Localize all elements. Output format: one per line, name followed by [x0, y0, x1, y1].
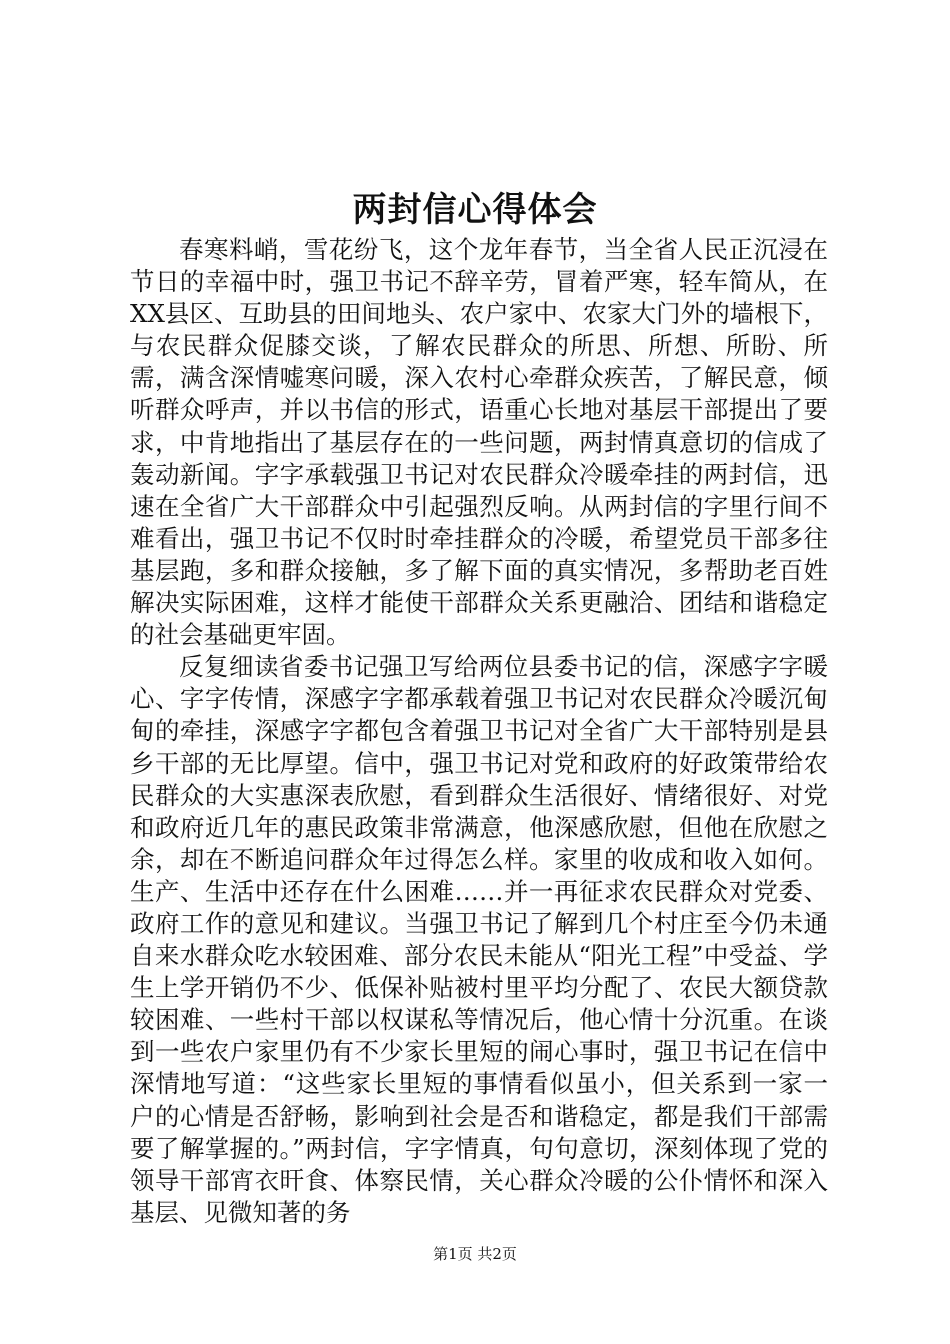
page-number-footer: 第1页 共2页 — [433, 1245, 517, 1263]
document-body — [130, 234, 828, 1229]
paragraph-2: 反复细读省委书记强卫写给两位县委书记的信，深感字字暖心、字字传情，深感字字都承载着强卫书记对农民群众冷暖沉甸甸的牵挂，深感字字都包含着强卫书记对全省广大干部特别是县乡干部的无比厚望。信中，强卫书记对党和政府的好政策带给农民群众的大实惠深表欣慰，看到群众生活很好、情绪很好、对党和政府近几年的惠民政策非常满意，他深感欣慰，但他在欣慰之余，却在不断追问群众年过得怎么样。家里的收成和收入如何。生产、生活中还存在什么困难……并一再征求农民群众对党委、政府工作的意见和建议。当强卫书记了解到几个村庄至今仍未通自来水群众吃水较困难、部分农民未能从“阳光工程”中受益、学生上学开销仍不少、低保补贴被村里平均分配了、农民大额贷款较困难、一些村干部以权谋私等情况后，他心情十分沉重。在谈到一些农户家里仍有不少家长里短的闹心事时，强卫书记在信中深情地写道：“这些家长里短的事情看似虽小，但关系到一家一户的心情是否舒畅，影响到社会是否和谐稳定，都是我们干部需要了解掌握的。”两封信，字字情真，句句意切，深刻体现了党的领导干部宵衣旰食、体察民情，关心群众冷暖的公仆情怀和深入基层、见微知著的务 — [130, 652, 828, 1227]
paragraph-1: 春寒料峭，雪花纷飞，这个龙年春节，当全省人民正沉浸在节日的幸福中时，强卫书记不辞辛劳，冒着严寒，轻车简从，在XX县区、互助县的田间地头、农户家中、农家大门外的墙根下，与农民群众促膝交谈，了解农民群众的所思、所想、所盼、所需，满含深情嘘寒问暖，深入农村心牵群众疾苦，了解民意，倾听群众呼声，并以书信的形式，语重心长地对基层干部提出了要求，中肯地指出了基层存在的一些问题，两封情真意切的信成了轰动新闻。字字承载强卫书记对农民群众冷暖牵挂的两封信，迅速在全省广大干部群众中引起强烈反响。从两封信的字里行间不难看出，强卫书记不仅时时牵挂群众的冷暖，希望党员干部多往基层跑，多和群众接触，多了解下面的真实情况，多帮助老百姓解决实际困难，这样才能使干部群众关系更融洽、团结和谐稳定的社会基础更牢固。 — [130, 235, 828, 650]
document-title: 两封信心得体会 — [352, 190, 598, 230]
